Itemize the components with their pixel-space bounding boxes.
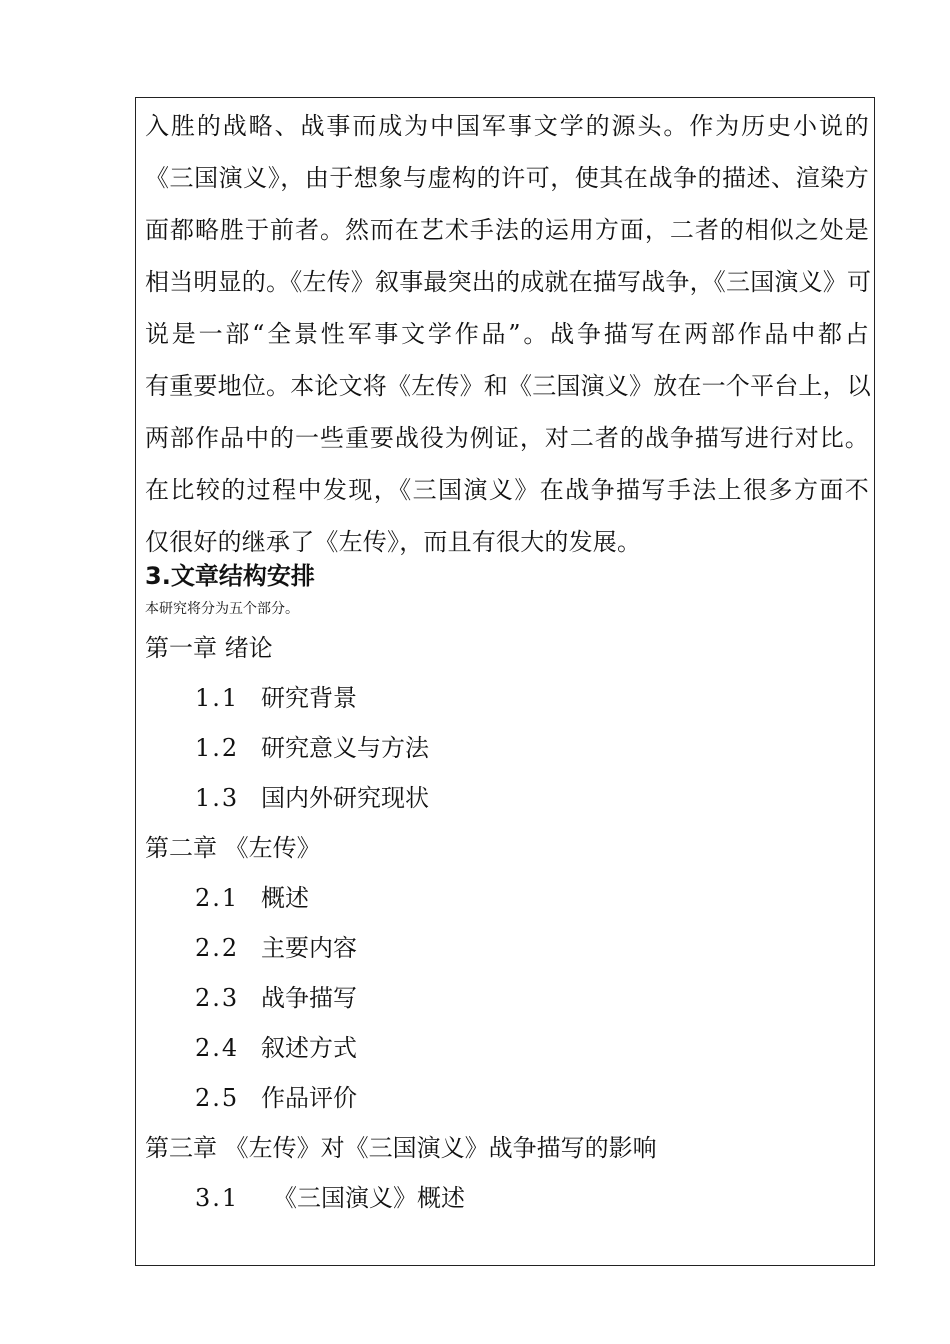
subsection-number: 1.3	[195, 784, 240, 812]
document-frame	[135, 97, 875, 1266]
subsection-number: 2.3	[195, 984, 240, 1012]
subsection-number: 1.2	[195, 734, 240, 762]
subsection-1-1	[145, 673, 869, 723]
subsection-number: 2.5	[195, 1084, 240, 1112]
chapter-2: 第二章 《左传》	[145, 834, 321, 862]
subsection-2-4	[145, 1023, 869, 1073]
subsection-1-2	[145, 723, 869, 773]
paragraph-line: 入胜的战略、战事而成为中国军事文学的源头。作为历史小说的	[145, 112, 869, 140]
subsection-number: 3.1	[195, 1184, 240, 1212]
table-of-contents	[145, 623, 869, 1223]
subsection-title: 研究意义与方法	[261, 734, 429, 762]
subsection-2-5	[145, 1073, 869, 1123]
subsection-3-1	[145, 1173, 869, 1223]
subsection-2-2	[145, 923, 869, 973]
paragraph-line: 在比较的过程中发现，《三国演义》在战争描写手法上很多方面不	[145, 476, 869, 504]
subsection-title: 作品评价	[261, 1084, 357, 1112]
body-paragraph	[145, 100, 872, 568]
subsection-title: 叙述方式	[261, 1034, 357, 1062]
subsection-title: 《三国演义》概述	[273, 1184, 465, 1212]
chapter-1: 第一章 绪论	[145, 634, 273, 662]
subsection-title: 主要内容	[261, 934, 357, 962]
paragraph-line: 有重要地位。本论文将《左传》和《三国演义》放在一个平台上，以	[145, 372, 871, 400]
subsection-title: 国内外研究现状	[261, 784, 429, 812]
subsection-2-1	[145, 873, 869, 923]
paragraph-line: 两部作品中的一些重要战役为例证，对二者的战争描写进行对比。	[145, 424, 869, 452]
paragraph-line: 说是一部“全景性军事文学作品”。战争描写在两部作品中都占	[145, 320, 869, 348]
subsection-number: 2.4	[195, 1034, 240, 1062]
paragraph-line: 仅很好的继承了《左传》，而且有很大的发展。	[145, 528, 642, 556]
subsection-title: 概述	[261, 884, 309, 912]
subsection-number: 2.2	[195, 934, 240, 962]
subsection-title: 战争描写	[261, 984, 357, 1012]
subsection-number: 1.1	[195, 684, 240, 712]
subsection-title: 研究背景	[261, 684, 357, 712]
paragraph-line: 《三国演义》，由于想象与虚构的许可，使其在战争的描述、渲染方	[145, 164, 869, 192]
subsection-1-3	[145, 773, 869, 823]
section-heading: 3.文章结构安排	[145, 562, 315, 590]
paragraph-line: 相当明显的。《左传》叙事最突出的成就在描写战争，《三国演义》可	[145, 268, 872, 296]
subsection-2-3	[145, 973, 869, 1023]
section-intro: 本研究将分为五个部分。	[145, 601, 299, 617]
subsection-number: 2.1	[195, 884, 240, 912]
chapter-3: 第三章 《左传》对《三国演义》战争描写的影响	[145, 1134, 657, 1162]
paragraph-line: 面都略胜于前者。然而在艺术手法的运用方面，二者的相似之处是	[145, 216, 869, 244]
